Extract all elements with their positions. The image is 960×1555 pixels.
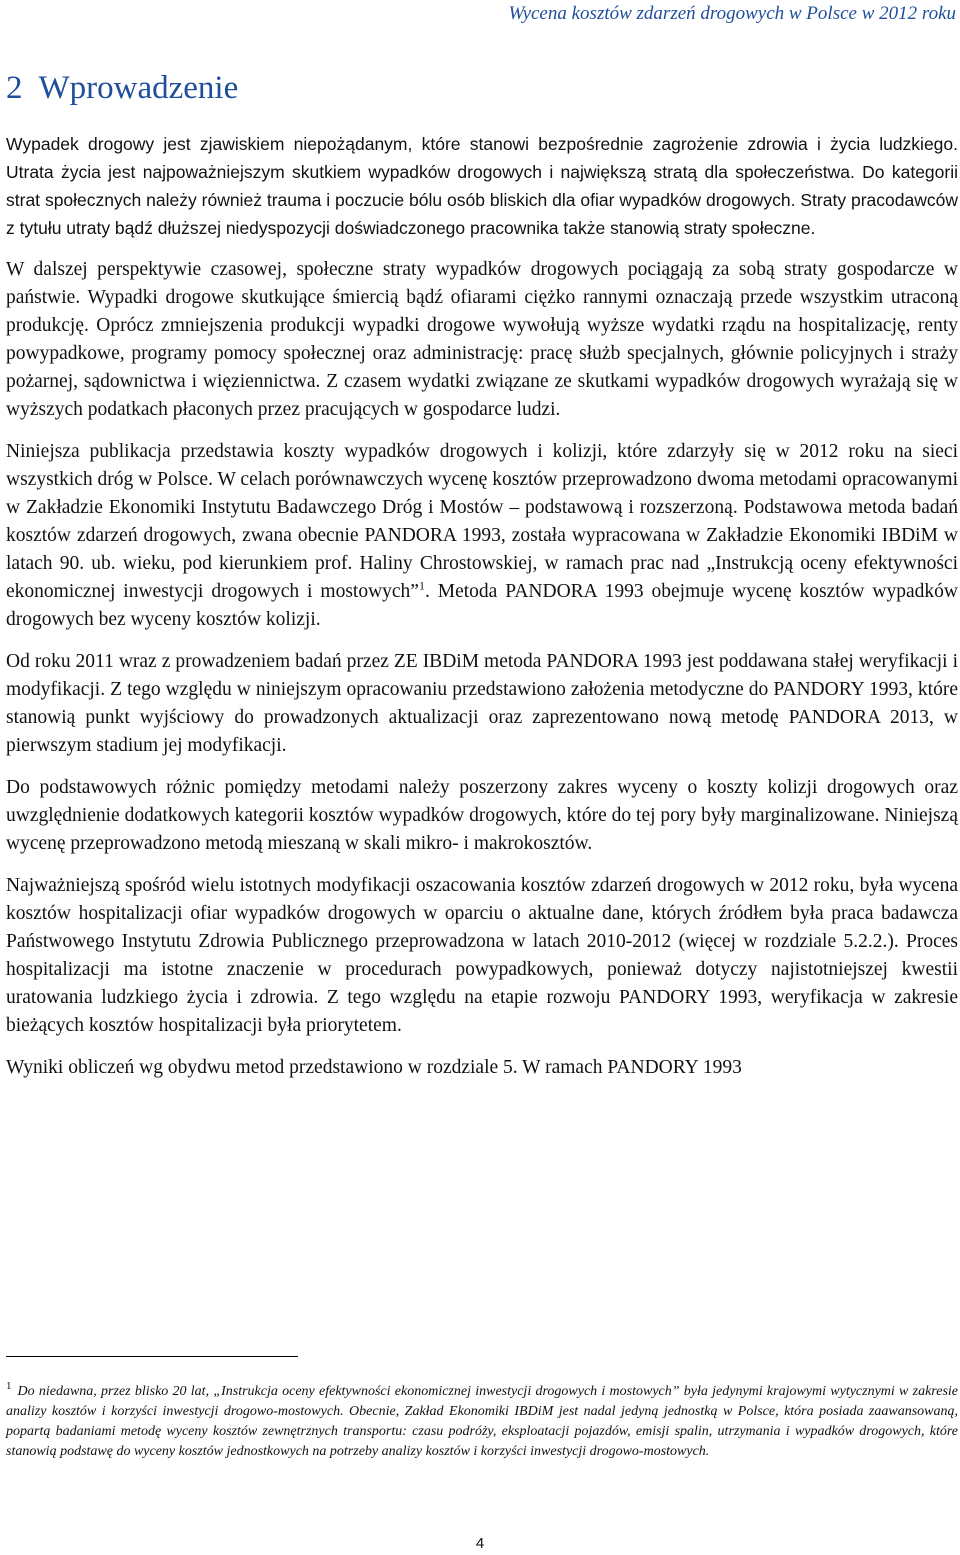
footnote-text: Do niedawna, przez blisko 20 lat, „Instrukcja oceny efektywności ekonomicznej inwestycji drogowych i mostowych” była jedynymi krajowymi wytycznymi w zakresie analizy kosztów i korzyści inwestycji drogowo-mostowych. Obecnie, Zakład Ekonomiki IBDiM jest nadal jedyną jednostką w Polsce, która posiada zaawansowaną, popartą badaniami metodę wyceny kosztów zewnętrznych transportu: czasu podróży, eksploatacji pojazdów, emisji spalin, utrzymania i wypadków drogowych, które stanowią podstawę do wyceny kosztów jednostkowych na potrzeby analizy kosztów i korzyści inwestycji drogowo-mostowych. — [6, 1384, 958, 1459]
paragraph-2: W dalszej perspektywie czasowej, społeczne straty wypadków drogowych pociągają za sobą straty gospodarcze w państwie. Wypadki drogowe skutkujące śmiercią bądź ofiarami ciężko rannymi oznaczają przede wszystkim utraconą produkcję. Oprócz zmniejszenia produkcji wypadki drogowe wywołują wyższe wydatki rządu na hospitalizację, renty powypadkowe, programy pomocy społecznej oraz administrację: pracę służb specjalnych, głównie policyjnych i straży pożarnej, sądownictwa i więziennictwa. Z czasem wydatki związane ze skutkami wypadków drogowych wyrażają się w wyższych podatkach płaconych przez pracujących w gospodarce ludzi. — [6, 259, 958, 420]
footnote-separator — [6, 1356, 298, 1357]
paragraph-5: Do podstawowych różnic pomiędzy metodami należy poszerzony zakres wyceny o koszty kolizji drogowych oraz uwzględnienie dodatkowych kategorii kosztów wypadków drogowych, które do tej pory były marginalizowane. Niniejszą wycenę przeprowadzono metodą mieszaną w skali mikro- i makrokosztów. — [6, 777, 958, 854]
running-header: Wycena kosztów zdarzeń drogowych w Polsce w 2012 roku — [508, 3, 956, 24]
paragraph-3-text-a: Niniejsza publikacja przedstawia koszty wypadków drogowych i kolizji, które zdarzyły się w 2012 roku na sieci wszystkich dróg w Polsce. W celach porównawczych wycenę kosztów przeprowadzono dwoma metodami opracowanymi w Zakładzie Ekonomiki Instytutu Badawczego Dróg i Mostów – podstawową i rozszerzoną. Podstawowa metoda badań kosztów zdarzeń drogowych, zwana obecnie PANDORA 1993, została wypracowana w Zakładzie Ekonomiki IBDiM w latach 90. ub. wieku, pod kierunkiem prof. Haliny Chrostowskiej, w ramach prac nad „Instrukcją oceny efektywności ekonomicznej inwestycji drogowych i mostowych” — [6, 441, 958, 602]
chapter-heading — [6, 70, 238, 107]
footnote — [6, 1382, 958, 1462]
paragraph-7: Wyniki obliczeń wg obydwu metod przedstawiono w rozdziale 5. W ramach PANDORY 1993 — [6, 1057, 742, 1078]
chapter-title: Wprowadzenie — [38, 70, 239, 106]
footnote-number: 1 — [6, 1380, 12, 1393]
page-number: 4 — [475, 1535, 485, 1552]
paragraph-4: Od roku 2011 wraz z prowadzeniem badań przez ZE IBDiM metoda PANDORA 1993 jest poddawana stałej weryfikacji i modyfikacji. Z tego względu w niniejszym opracowaniu przedstawiono założenia metodyczne do PANDORY 1993, które stanowią punkt wyjściowy do prowadzonych aktualizacji oraz zaprezentowano nową metodę PANDORA 2013, w pierwszym stadium jej modyfikacji. — [6, 651, 958, 756]
paragraph-1: Wypadek drogowy jest zjawiskiem niepożądanym, które stanowi bezpośrednie zagrożenie zdrowia i życia ludzkiego. Utrata życia jest najpoważniejszym skutkiem wypadków drogowych i największą stratą dla społeczeństwa. Do kategorii strat społecznych należy również trauma i poczucie bólu osób bliskich dla ofiar wypadków drogowych. Straty pracodawców z tytułu utraty bądź dłuższej niedyspozycji doświadczonego pracownika także stanowią straty społeczne. — [6, 134, 958, 238]
paragraph-3 — [6, 438, 958, 634]
body-text — [6, 130, 958, 1082]
footnote-reference[interactable]: 1 — [418, 578, 425, 593]
chapter-number: 2 — [6, 70, 23, 106]
paragraph-3-text-b: . Metoda PANDORA 1993 obejmuje wycenę kosztów wypadków drogowych bez wyceny kosztów kolizji. — [6, 581, 958, 630]
paragraph-6: Najważniejszą spośród wielu istotnych modyfikacji oszacowania kosztów zdarzeń drogowych w 2012 roku, była wycena kosztów hospitalizacji ofiar wypadków drogowych w oparciu o aktualne dane, których źródłem była praca badawcza Państwowego Instytutu Zdrowia Publicznego przeprowadzona w latach 2010-2012 (więcej w rozdziale 5.2.2.). Proces hospitalizacji ma istotne znaczenie w procedurach powypadkowych, ponieważ dotyczy najistotniejszej kwestii uratowania ludzkiego życia i zdrowia. Z tego względu na etapie rozwoju PANDORY 1993, weryfikacja w zakresie bieżących kosztów hospitalizacji była priorytetem. — [6, 875, 958, 1036]
